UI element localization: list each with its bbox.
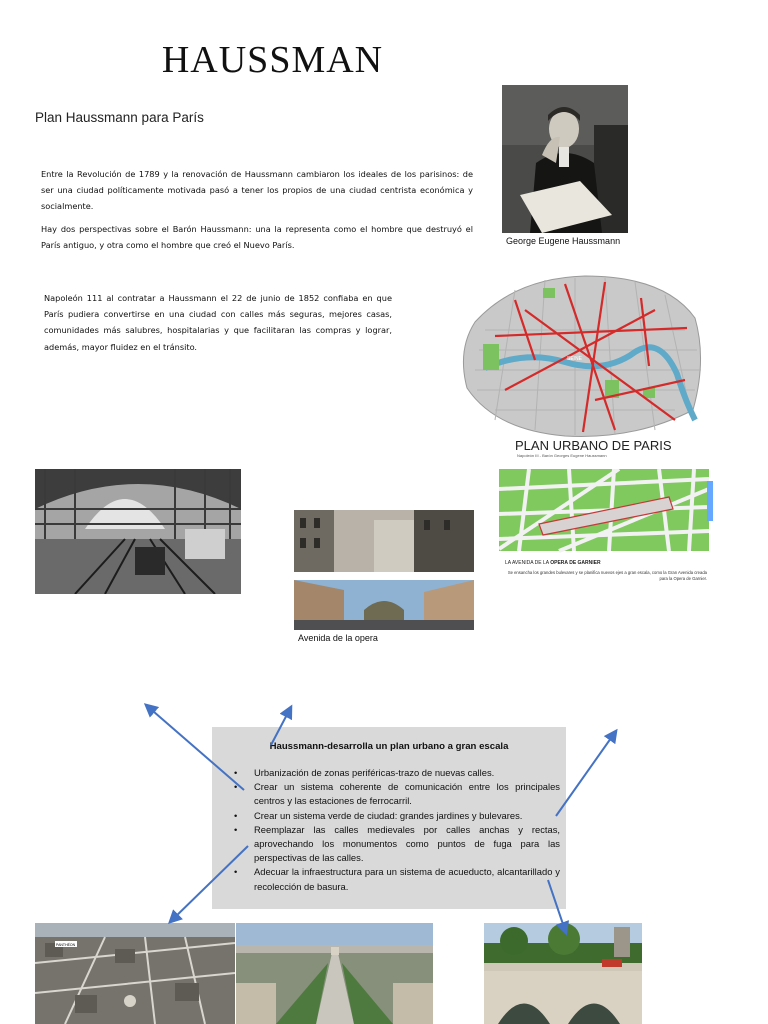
opera-map-caption: Se ensancha los grandes bulevares y se planifica nuevos ejes a gran escala, como la Gran Avenida creada para la Opera de Garnier. (507, 570, 707, 581)
paris-urban-plan-map (455, 270, 710, 460)
list-item: • Crear un sistema verde de ciudad: grandes jardines y bulevares. (254, 809, 560, 823)
summary-list (254, 766, 560, 894)
list-item: • Reemplazar las calles medievales por calles anchas y rectas, aprovechando los monumentos como puntos de fuga para las perspectivas de las calles. (254, 823, 560, 866)
intro-paragraph: Entre la Revolución de 1789 y la renovación de Haussmann cambiaron los ideales de los parisinos: de ser una ciudad políticamente motivada pasó a tener los propios de una ciudad centrista económica y socialmente. (41, 169, 473, 212)
page-subtitle: Plan Haussmann para París (35, 110, 204, 125)
map-subtitle: Napoleón III - Barón Georges Eugene Haussmann (517, 453, 607, 458)
champs-elysees-photo (236, 923, 433, 1024)
napoleon-paragraph: Napoleón 111 al contratar a Haussmann el 22 de junio de 1852 confiaba en que París pudiera convertirse en una ciudad con calles más seguras, mejores casas, comunidades más salubres, hospitalarias y que facilitaran las compras y lograr, además, mayor fluidez en el tránsito. (44, 293, 392, 352)
opera-caption: Avenida de la opera (298, 633, 378, 643)
train-station-photo (35, 469, 241, 594)
map-title: PLAN URBANO DE PARIS (515, 438, 672, 453)
portrait-caption: George Eugene Haussmann (506, 236, 621, 246)
page-title: HAUSSMAN (161, 39, 384, 81)
opera-avenue-map (499, 469, 714, 589)
opera-map-label: LA AVENIDA DE LA OPERA DE GARNIER (505, 560, 601, 566)
list-item: • Crear un sistema coherente de comunicación entre los principales centros y las estaciones de ferrocarril. (254, 780, 560, 808)
aerial-city-photo (35, 923, 235, 1024)
list-item: • Adecuar la infraestructura para un sistema de acueducto, alcantarillado y recolección de basura. (254, 865, 560, 893)
summary-title: Haussmann-desarrolla un plan urbano a gran escala (269, 741, 509, 752)
haussmann-portrait-photo (502, 85, 628, 233)
seine-label: SEINE (567, 356, 583, 362)
avenue-opera-photo (294, 510, 474, 630)
aerial-label: PANTHÉON (56, 943, 76, 947)
list-item: • Urbanización de zonas periféricas-trazo de nuevas calles. (254, 766, 560, 780)
bridge-photo (484, 923, 642, 1024)
perspectives-paragraph: Hay dos perspectivas sobre el Barón Haussmann: una la representa como el hombre que destruyó el París antiguo, y otra como el hombre que creó el Nuevo París. (41, 224, 473, 251)
summary-box (212, 727, 566, 909)
